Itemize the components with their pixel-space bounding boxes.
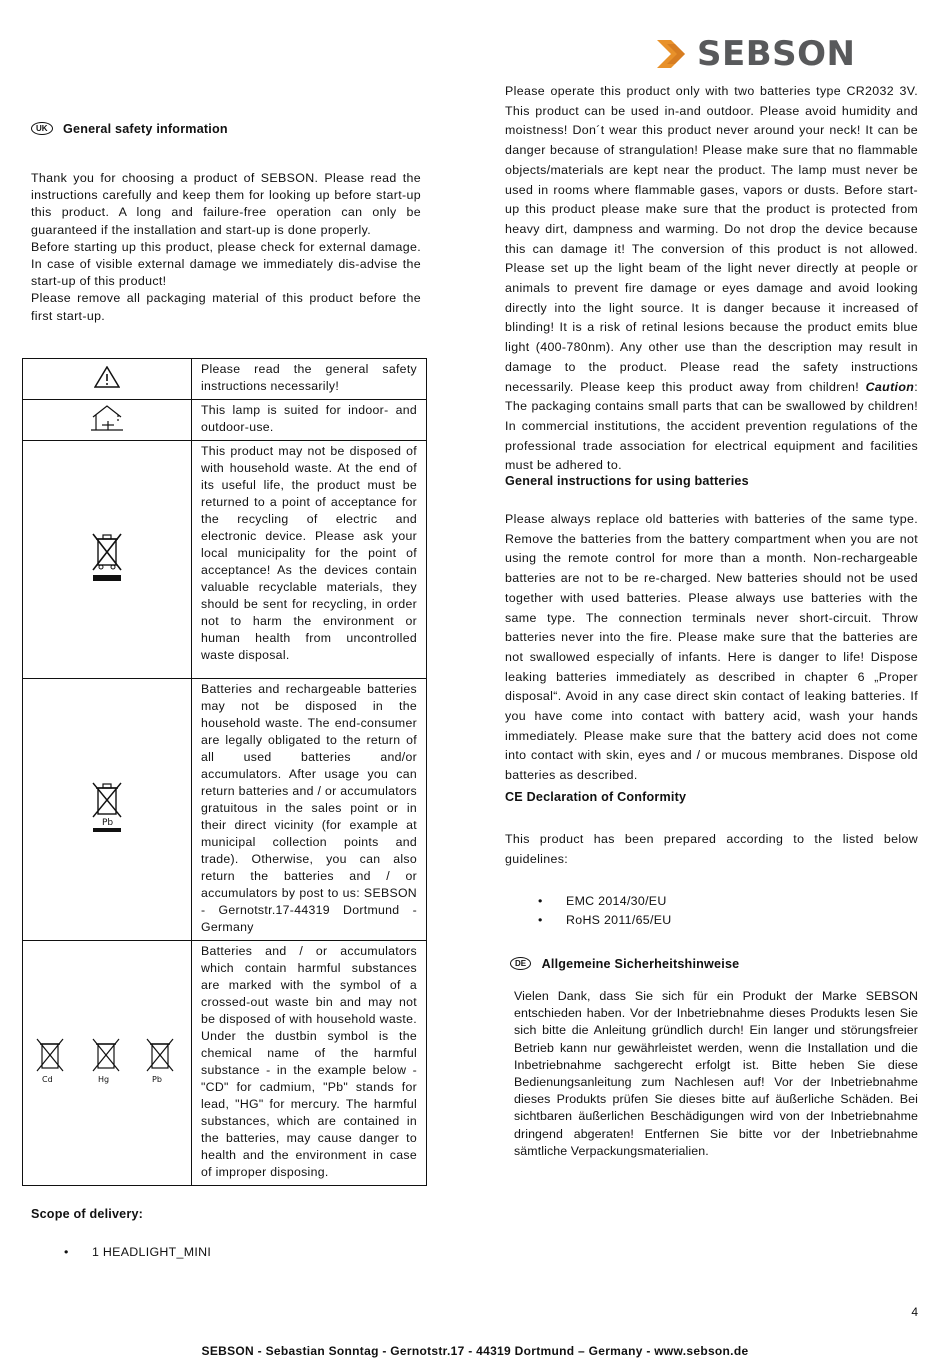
uk-intro [31,170,421,325]
bin-label-pb2: Pb [152,1074,162,1084]
scope-title: Scope of delivery: [31,1207,144,1221]
table-row [23,941,427,1186]
intro-paragraph: Please remove all packaging material of this product before the first start-up. [31,291,421,323]
de-badge: DE [510,957,531,970]
de-section-heading [510,955,739,973]
bullet-icon: • [538,894,543,908]
table-cell-text: This lamp is suited for indoor- and outdoor-use. [192,400,427,441]
scope-list [64,1243,212,1262]
bin-label-hg: Hg [98,1074,110,1084]
uk-badge: UK [31,122,53,135]
icon-cell [23,941,192,1186]
ce-list [538,892,672,930]
uk-section-heading [31,120,228,138]
table-row [23,359,427,400]
scope-item-label: 1 HEADLIGHT_MINI [92,1245,212,1259]
list-item [538,892,672,911]
list-item [64,1243,212,1262]
icon-cell [23,679,192,941]
page-footer: SEBSON - Sebastian Sonntag - Gernotstr.17 - 44319 Dortmund – Germany - www.sebson.de [201,1344,749,1358]
ce-title: CE Declaration of Conformity [505,790,687,804]
table-row [23,400,427,441]
intro-paragraph: Thank you for choosing a product of SEBSON. Please read the instructions carefully and keep them for looking up before start-up this product. A long and failure-free operation can only be guaranteed if the installation and start-up is done properly. [31,171,421,237]
intro-paragraph: Before starting up this product, please check for external damage. In case of visible external damage we immediately dis-advise the start-up of this product! [31,239,421,289]
warning-triangle-icon [94,366,120,388]
table-cell-text: Batteries and / or accumulators which contain harmful substances are marked with the symbol of a crossed-out waste bin and may not be disposed of with household waste. Under the dustbin symbol is the chemical name of the harmful substance - in the example below - "CD" for cadmium, "Pb" stands for lead, "HG" for mercury. The harmful substances, which are contained in the batteries, may cause danger to health and the environment in case of improper disposing. [192,941,427,1186]
uk-section-title: General safety information [63,122,228,136]
sebson-chevron-icon [655,38,691,70]
ce-text: This product has been prepared according to the listed below guidelines: [505,832,918,866]
table-row [23,441,427,679]
bullet-icon: • [64,1245,69,1259]
crossed-bin-icon [90,531,124,583]
page-number: 4 [911,1305,918,1319]
batteries-text: Please always replace old batteries with batteries of the same type. Remove the batteries from the battery compartment when you are not using the remote control for more than a month. Non-rechargeable batteries are not to be re-charged. New batteries should not be used together with used batteries. Please always use batteries with the same type. The connection terminals never short-circuit. Throw batteries never into the fire. Please make sure that the batteries are not swallowed especially of infants. Here is danger to life! Dispose leaking batteries immediately as described in chapter 6 „Proper disposal“. Avoid in any case direct skin contact of leaking batteries. If you have come into contact with battery acid, wash your hands immediately. Please make sure that the battery acid does not come into contact with skin, eyes and / or mucous membranes. Dispose old batteries as described. [505,512,918,783]
crossed-bins-cd-hg-pb-icon [32,1036,182,1086]
caution-label: Caution [865,379,915,394]
bin-label-cd: Cd [42,1074,53,1084]
table-row [23,679,427,941]
table-cell-text: This product may not be disposed of with household waste. At the end of its useful life, the product must be returned to a point of acceptance for the recycling of electric and electronic device. Please ask your local municipality for the point of acceptance! As the devices contain valuable recyclable materials, they should be sent for recycling, in order not to harm the environment or human health from uncontrolled waste disposal. [192,441,427,679]
icon-cell [23,441,192,679]
bullet-icon: • [538,913,543,927]
usage-text: Please operate this product only with two batteries type CR2032 3V. This product can be used in-and outdoor. Please avoid humidity and moistness! Don´t wear this product never around your neck! It can be danger because of strangulation! Please make sure that no flammable objects/materials are kept near the product. The lamp must never be used in rooms where flammable gases, vapors or dusts. Before start-up this product please make sure that the product is protected from heavy dirt, dampness and warming. Do not drop the device because this can damage it! The conversion of this product is not allowed. Please set up the light beam of the light never directly at people or animals to prevent fire damage or eyes damage and avoid looking directly into the light source. It is danger because it increased of blinding! It is a risk of retinal lesions because the product emits blue light (400-780nm). Any other use than the description may result in damage to the product. Please read the safety instructions necessarily. Please keep this product away from children! [505,84,918,394]
safety-symbols-table [22,358,427,1186]
list-item [538,911,672,930]
usage-paragraph [505,82,918,476]
icon-cell [23,359,192,400]
icon-cell [23,400,192,441]
crossed-bin-pb-icon [89,780,125,834]
ce-item-label: EMC 2014/30/EU [566,894,667,908]
usage-text-continued: : The packaging contains small parts that can be swallowed by children! In commercial institutions, the accident prevention regulations of the professional trade association for electrical equipment and facilities must be adhered to. [505,379,918,473]
table-cell-text: Please read the general safety instructions necessarily! [192,359,427,400]
bin-label-pb: Pb [102,818,114,828]
table-cell-text: Batteries and rechargeable batteries may not be disposed in the household waste. The end-consumer are legally obligated to the return of all used batteries and/or accumulators. After usage you can return batteries and / or accumulators gratuitous in the sales point or in their direct vicinity (for example at municipal collection points and trade). Otherwise, you can also return the batteries and / or accumulators by post to us: SEBSON - Gernotstr.17-44319 Dortmund - Germany [192,679,427,941]
batteries-title: General instructions for using batteries [505,474,749,488]
de-text: Vielen Dank, dass Sie sich für ein Produkt der Marke SEBSON entschieden haben. Vor der Inbetriebnahme dieses Produkts lesen Sie sich bitte die Anleitung gründlich durch! Ein langer und störungsfreier Betrieb kann nur gewährleistet werden, wenn die Installation und die Inbetriebnahme sachgerecht erfolgt ist. Bitte heben Sie diese Bedienungsanleitung zum Nachlesen auf! Vor der Inbetriebnahme dieses Produkts prüfen Sie dieses bitte auf äußerliche Schäden. Bei sichtbaren äußerlichen Beschädigungen wird von der Inbetriebnahme dringend abgeraten! Entfernen Sie bitte vor der Inbetriebnahme sämtliche Verpackungsmaterialien. [514,989,918,1158]
brand-logo [655,34,855,74]
de-section-title: Allgemeine Sicherheitshinweise [541,957,740,971]
indoor-outdoor-house-icon [89,403,125,433]
brand-name: SEBSON [697,34,856,74]
ce-item-label: RoHS 2011/65/EU [566,913,672,927]
